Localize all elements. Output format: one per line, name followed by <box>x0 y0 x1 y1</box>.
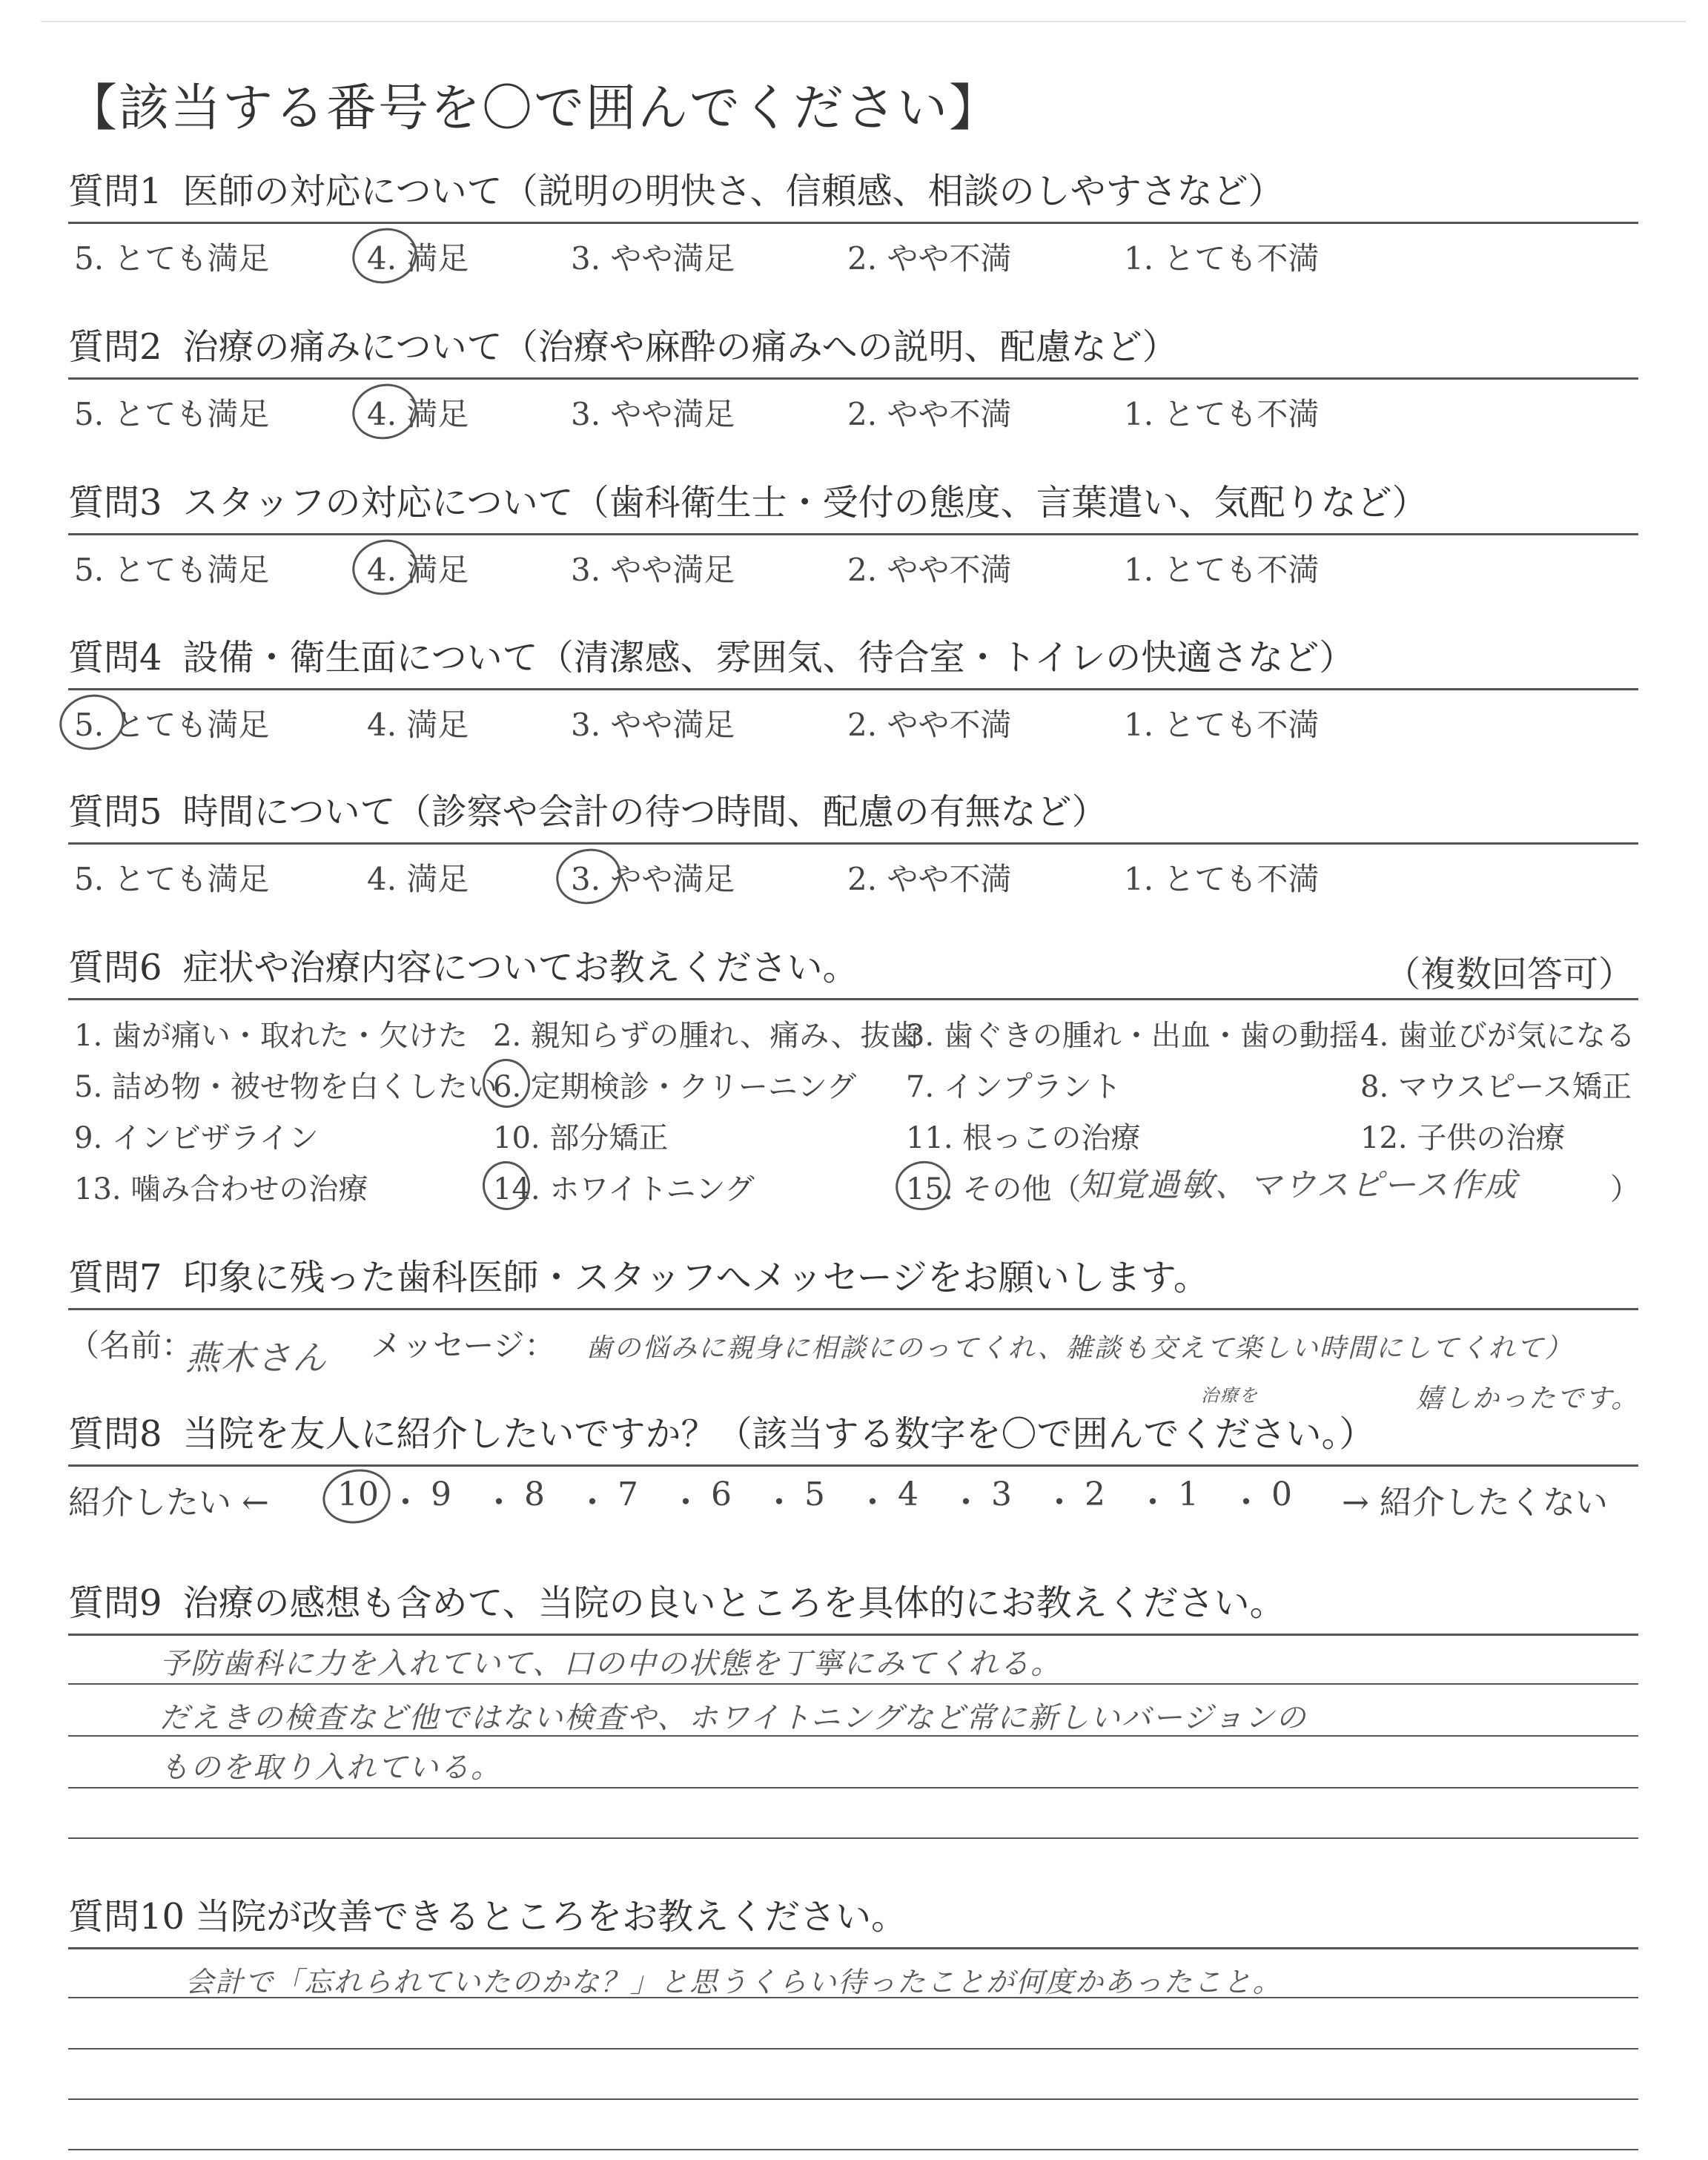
recommend-score-10[interactable]: 10 <box>337 1476 379 1513</box>
name-handwritten: 燕木さん <box>185 1338 328 1378</box>
question-title <box>68 325 1632 369</box>
question-number: 質問8 <box>68 1413 162 1455</box>
rating-option-4[interactable]: 4. 満足 <box>367 707 469 743</box>
writing-line <box>68 2149 1638 2150</box>
writing-line <box>68 1787 1638 1789</box>
question-text: 時間について（診察や会計の待つ時間、配慮の有無など） <box>182 791 1108 833</box>
question-rule <box>68 377 1638 380</box>
writing-line <box>68 1683 1638 1685</box>
selection-circle <box>54 689 129 756</box>
rating-option-2[interactable]: 2. やや不満 <box>847 861 1012 897</box>
question-8-rule <box>68 1464 1638 1467</box>
question-title <box>68 169 1632 214</box>
name-label: （名前： <box>68 1327 193 1364</box>
rating-option-1[interactable]: 1. とても不満 <box>1124 707 1320 743</box>
question-rule <box>68 222 1638 224</box>
question-rule <box>68 842 1638 845</box>
selection-circle <box>347 378 422 446</box>
question-8 <box>68 1412 1632 1456</box>
scale-separator: ・ <box>669 1484 702 1522</box>
rating-option-5[interactable]: 5. とても満足 <box>74 396 270 432</box>
scale-separator: ・ <box>576 1484 609 1522</box>
scale-separator: ・ <box>856 1484 889 1522</box>
question-9 <box>68 1581 1632 1625</box>
question-5 <box>68 790 1632 834</box>
selection-circle <box>347 222 422 290</box>
rating-option-1[interactable]: 1. とても不満 <box>1124 861 1320 897</box>
rating-option-2[interactable]: 2. やや不満 <box>847 240 1012 277</box>
question-9-rule <box>68 1634 1638 1636</box>
rating-option-2[interactable]: 2. やや不満 <box>847 396 1012 432</box>
question-number: 質問6 <box>68 947 162 988</box>
symptom-option-whitening[interactable]: 14. ホワイトニング <box>493 1172 755 1206</box>
scale-separator: ・ <box>1136 1484 1169 1522</box>
rating-option-4[interactable]: 4. 満足 <box>367 552 469 588</box>
selection-circle <box>347 534 422 601</box>
question-4 <box>68 635 1632 680</box>
question-10 <box>68 1895 1632 1939</box>
q9-answer-line: ものを取り入れている。 <box>159 1751 502 1785</box>
q9-answer-line: 予防歯科に力を入れていて、口の中の状態を丁寧にみてくれる。 <box>159 1647 1062 1681</box>
rating-option-1[interactable]: 1. とても不満 <box>1124 240 1320 277</box>
recommend-score-0[interactable]: 0 <box>1271 1476 1292 1513</box>
symptom-option-wisdom-tooth[interactable]: 2. 親知らずの腫れ、痛み、抜歯 <box>493 1019 920 1053</box>
question-8-title <box>68 1412 1632 1456</box>
message-label: メッセージ： <box>371 1327 556 1364</box>
scale-separator: ・ <box>1230 1484 1262 1522</box>
symptom-option-invisalign[interactable]: 9. インビザライン <box>74 1121 319 1155</box>
writing-line <box>68 2098 1638 2100</box>
symptom-option-root-canal[interactable]: 11. 根っこの治療 <box>906 1121 1141 1155</box>
question-text: 当院が改善できるところをお教えください。 <box>195 1896 907 1938</box>
question-7-rule <box>68 1308 1638 1310</box>
symptom-option-implant[interactable]: 7. インプラント <box>906 1070 1122 1104</box>
question-text: 症状や治療内容についてお教えください。 <box>182 947 858 988</box>
symptom-option-child[interactable]: 12. 子供の治療 <box>1360 1121 1566 1155</box>
recommend-score-6[interactable]: 6 <box>711 1476 732 1513</box>
rating-option-4[interactable]: 4. 満足 <box>367 240 469 277</box>
recommend-score-5[interactable]: 5 <box>804 1476 825 1513</box>
question-text: 医師の対応について（説明の明快さ、信頼感、相談のしやすさなど） <box>182 171 1284 212</box>
question-7-title <box>68 1255 1632 1300</box>
question-text: 治療の痛みについて（治療や麻酔の痛みへの説明、配慮など） <box>182 326 1178 368</box>
form-header: 【該当する番号を〇で囲んでください】 <box>67 79 1002 138</box>
selection-circle <box>318 1463 396 1530</box>
rating-option-5[interactable]: 5. とても満足 <box>74 707 270 743</box>
recommend-score-4[interactable]: 4 <box>898 1476 918 1513</box>
top-border <box>41 21 1686 22</box>
rating-option-5[interactable]: 5. とても満足 <box>74 240 270 277</box>
q9-answer-line: だえきの検査など他ではない検査や、ホワイトニングなど常に新しいバージョンの <box>159 1701 1307 1735</box>
symptom-option-bite[interactable]: 13. 噛み合わせの治療 <box>74 1172 368 1206</box>
rating-option-5[interactable]: 5. とても満足 <box>74 552 270 588</box>
message-handwritten-line2: 嬉しかったです。 <box>1416 1384 1640 1414</box>
recommend-score-9[interactable]: 9 <box>431 1476 451 1513</box>
recommend-score-7[interactable]: 7 <box>618 1476 638 1513</box>
symptom-option-alignment[interactable]: 4. 歯並びが気になる <box>1360 1019 1635 1053</box>
symptom-option-other-close[interactable]: ） <box>1610 1172 1640 1206</box>
writing-line <box>68 1837 1638 1839</box>
rating-option-1[interactable]: 1. とても不満 <box>1124 552 1320 588</box>
question-7 <box>68 1255 1632 1300</box>
question-10-rule <box>68 1947 1638 1949</box>
question-number: 質問5 <box>68 791 162 833</box>
question-text: 当院を友人に紹介したいですか？（該当する数字を〇で囲んでください。） <box>182 1413 1375 1455</box>
question-9-title <box>68 1581 1632 1625</box>
question-number: 質問3 <box>68 482 162 524</box>
symptom-option-mouthpiece[interactable]: 8. マウスピース矯正 <box>1360 1070 1632 1104</box>
symptom-option-partial-ortho[interactable]: 10. 部分矯正 <box>493 1121 669 1155</box>
recommend-score-1[interactable]: 1 <box>1178 1476 1199 1513</box>
rating-option-3[interactable]: 3. やや満足 <box>571 707 735 743</box>
question-title <box>68 790 1632 834</box>
question-3 <box>68 480 1632 525</box>
scale-separator: ・ <box>1043 1484 1076 1522</box>
question-1 <box>68 169 1632 214</box>
rating-option-3[interactable]: 3. やや満足 <box>571 552 735 588</box>
q10-answer-line: 会計で「忘れられていたのかな？」と思うくらい待ったことが何度かあったこと。 <box>185 1966 1282 1998</box>
question-text: 印象に残った歯科医師・スタッフへメッセージをお願いします。 <box>182 1257 1209 1298</box>
recommend-right-label: → 紹介したくない <box>1342 1484 1608 1522</box>
question-rule <box>68 688 1638 690</box>
question-text: 治療の感想も含めて、当院の良いところを具体的にお教えください。 <box>182 1582 1285 1624</box>
question-10-title <box>68 1895 1632 1939</box>
message-handwritten: 歯の悩みに親身に相談にのってくれ、雑談も交えて楽しい時間にしてくれて） <box>586 1333 1573 1364</box>
rating-option-5[interactable]: 5. とても満足 <box>74 861 270 897</box>
multiple-answer-note: （複数回答可） <box>1384 954 1634 995</box>
symptom-option-other[interactable]: 15. その他（ <box>906 1172 1082 1206</box>
recommend-score-8[interactable]: 8 <box>524 1476 545 1513</box>
question-text: スタッフの対応について（歯科衛生士・受付の態度、言葉遣い、気配りなど） <box>182 482 1428 524</box>
symptom-option-toothache[interactable]: 1. 歯が痛い・取れた・欠けた <box>74 1019 468 1053</box>
scale-separator: ・ <box>763 1484 795 1522</box>
recommend-left-label: 紹介したい ← <box>68 1484 269 1522</box>
rating-option-1[interactable]: 1. とても不満 <box>1124 396 1320 432</box>
symptom-option-whitening-fillings[interactable]: 5. 詰め物・被せ物を白くしたい <box>74 1070 497 1104</box>
scale-separator: ・ <box>950 1484 982 1522</box>
symptom-option-checkup-cleaning[interactable]: 6. 定期検診・クリーニング <box>493 1070 857 1104</box>
question-title <box>68 480 1632 525</box>
rating-option-2[interactable]: 2. やや不満 <box>847 707 1012 743</box>
question-number: 質問2 <box>68 326 162 368</box>
rating-option-4[interactable]: 4. 満足 <box>367 861 469 897</box>
rating-option-3[interactable]: 3. やや満足 <box>571 861 735 897</box>
question-2 <box>68 325 1632 369</box>
rating-option-2[interactable]: 2. やや不満 <box>847 552 1012 588</box>
symptom-option-gum[interactable]: 3. 歯ぐきの腫れ・出血・歯の動揺 <box>906 1019 1359 1053</box>
rating-option-3[interactable]: 3. やや満足 <box>571 240 735 277</box>
recommend-score-2[interactable]: 2 <box>1085 1476 1105 1513</box>
other-handwritten-answer: 知覚過敏、マウスピース作成 <box>1079 1166 1518 1204</box>
question-number: 質問10 <box>68 1896 185 1938</box>
question-number: 質問7 <box>68 1257 162 1298</box>
message-insertion: 治療を <box>1201 1385 1259 1406</box>
selection-circle <box>551 843 626 911</box>
rating-option-3[interactable]: 3. やや満足 <box>571 396 735 432</box>
recommend-score-3[interactable]: 3 <box>991 1476 1012 1513</box>
question-number: 質問4 <box>68 637 162 678</box>
question-6-rule <box>68 998 1638 1000</box>
question-text: 設備・衛生面について（清潔感、雰囲気、待合室・トイレの快適さなど） <box>182 637 1355 678</box>
scale-separator: ・ <box>483 1484 515 1522</box>
question-number: 質問9 <box>68 1582 162 1624</box>
question-title <box>68 635 1632 680</box>
question-rule <box>68 533 1638 535</box>
question-number: 質問1 <box>68 171 162 212</box>
scale-separator: ・ <box>389 1484 422 1522</box>
writing-line <box>68 2048 1638 2050</box>
rating-option-4[interactable]: 4. 満足 <box>367 396 469 432</box>
